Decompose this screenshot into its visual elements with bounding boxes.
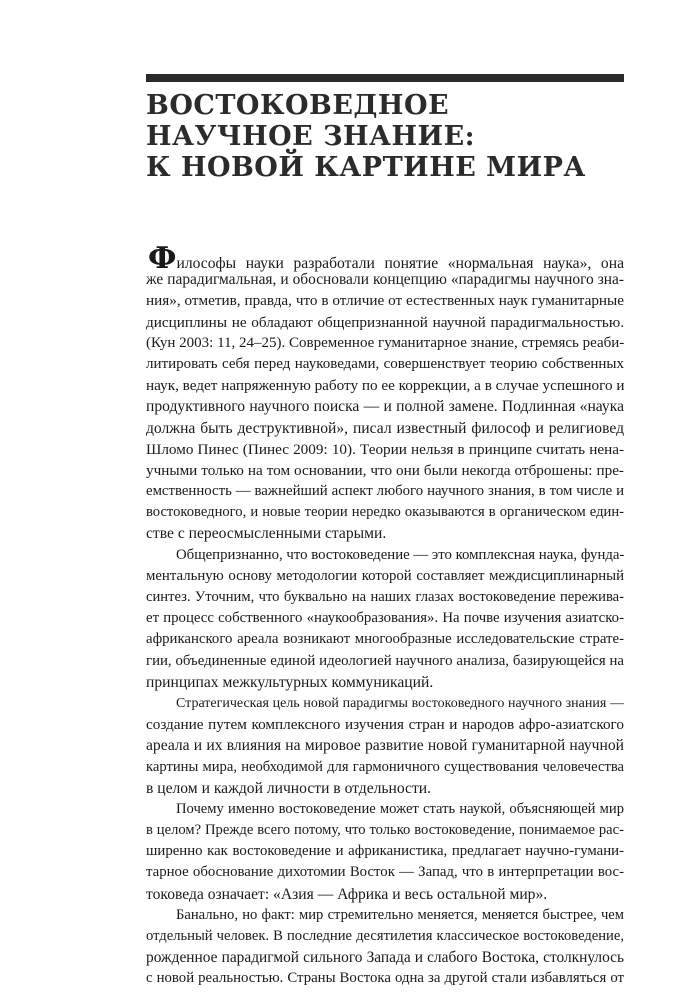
text-line: в целом и каждой личности в отдельности.: [146, 779, 432, 797]
text-line: наук, ведет напряженную работу по ее коррекции, а в случае успешного и: [146, 377, 625, 395]
title-line-3: К НОВОЙ КАРТИНЕ МИРА: [146, 152, 586, 183]
text-line: Шломо Пинес (Пинес 2009: 10). Теории нельзя в принципе считать нена-: [146, 440, 624, 458]
text-line: токоведа означает: «Азия — Африка и весь остальной мир».: [146, 885, 548, 903]
text-line: отдельный человек. В последние десятилетия классическое востоковедение,: [146, 928, 624, 944]
text-line: синтез. Уточним, что буквально на наших глазах востоковедение пережива-: [146, 589, 624, 605]
text-line: Банально, но факт: мир стремительно меняется, меняется быстрее, чем: [176, 906, 624, 923]
text-line: должна быть деструктивной», писал известный философ и религиовед: [146, 419, 624, 437]
header-rule: [146, 74, 624, 82]
title-line-1: ВОСТОКОВЕДНОЕ: [146, 90, 450, 121]
text-line: Общепризнанно, что востоковедение — это комплексная наука, фунда-: [176, 546, 625, 563]
text-line: ширенно как востоковедение и африканистика, предлагает научно-гумани-: [146, 843, 624, 860]
text-line: рожденное парадигмой сильного Запада и слабого Востока, столкнулось: [146, 949, 624, 967]
text-line: же парадигмальная, и обосновали концепцию «парадигмы научного зна-: [146, 271, 624, 289]
text-line: востоковедного, и новые теории нередко оказываются в органическом един-: [146, 504, 624, 521]
text-line: ния», отметив, правда, что в отличие от естественных наук гуманитарные: [146, 292, 624, 310]
text-line: Стратегическая цель новой парадигмы востоковедного научного знания —: [176, 695, 624, 711]
text-line: картины мира, необходимой для гармоничного существования человечества: [146, 758, 624, 775]
text-line: ет процесс собственного «наукообразования». На почве изучения азиатско-: [146, 610, 624, 627]
body-text: [146, 241, 625, 990]
text-line: в целом? Прежде всего потому, что только востоковедение, понимаемое рас-: [146, 822, 624, 839]
text-line: Философы науки разработали понятие «нормальная наука», она: [148, 241, 624, 276]
text-line: учными только на том основании, что они были некогда отброшены: пре-: [146, 461, 624, 479]
text-line: тарное обоснование дихотомии Восток — Запад, что в интерпретации вос-: [146, 864, 624, 881]
text-line: Почему именно востоковедение может стать наукой, объясняющей мир: [176, 800, 624, 817]
dropcap: Ф: [148, 241, 177, 276]
text-line: стве с переосмысленными старыми.: [146, 525, 387, 543]
text-line: африканского ареала возникают многообразные исследовательские страте-: [146, 631, 624, 648]
text-line: емственность — важнейший аспект любого научного знания, в том числе и: [146, 483, 624, 500]
text-line: ареала и их влияния на мировое развитие новой гуманитарной научной: [146, 737, 624, 755]
text-line: ментальную основу методологии которой составляет междисциплинарный: [146, 567, 624, 584]
text-line: принципах межкультурных коммуникаций.: [146, 673, 434, 691]
chapter-title: [146, 90, 626, 183]
title-line-2: НАУЧНОЕ ЗНАНИЕ:: [146, 121, 476, 152]
text-line: литировать себя перед науковедами, совершенствует теорию собственных: [146, 355, 624, 372]
text-line: продуктивного научного поиска — и полной замене. Подлинная «наука: [146, 398, 624, 416]
text-line: создание путем комплексного изучения стран и народов афро-азиатского: [146, 716, 624, 734]
text-line: дисциплины не обладают общепризнанной научной парадигмальностью.: [146, 313, 624, 331]
text-line: (Кун 2003: 11, 24–25). Современное гуманитарное знание, стремясь реаби-: [146, 334, 625, 351]
text-line: с новой реальностью. Страны Востока одна за другой стали избавляться от: [146, 970, 624, 987]
text-line: гии, объединенные единой идеологией научного анализа, базирующейся на: [146, 652, 624, 669]
